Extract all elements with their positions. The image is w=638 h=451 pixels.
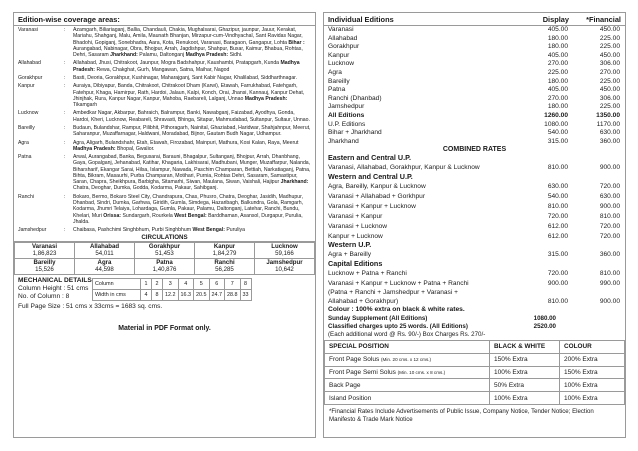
coverage-area-text: Arwal, Aurangabad, Banka, Begusarai, Barauni, Bhagalpur, Sultanganj, Bhojpur, Arrah, Dhanbhang, Gaya, Gopalganj, Jehanabad, Katihar, Khagaria, Lakhisarai, Madhubani, Munger, Muzaffarpur, Nalanda, Biharsharif, Ekangar Sarai, Hilsa, Islampur, Nawada, Paschim Champaran, Bettiah, Narkatiaganj, Patna, Bihta, Bikram, Masaurhi, Purba Champaran, Motihari, Purnia, Rohtas Dehri, Sasaram, Samastipur, Saran, Chapra, Sheikhpura, Barbigha, Sitamarhi, Siwan, Maulana, Siwan, Vaishali, Hajipur — [73, 154, 311, 186]
special-position-row — [325, 353, 625, 366]
edition-name: All Editions — [328, 111, 365, 119]
coverage-areas — [73, 140, 312, 153]
edition-row — [324, 52, 625, 61]
edition-display-rate: 315.00 — [547, 137, 568, 145]
edition-display-rate: 180.00 — [547, 43, 568, 51]
edition-name: Kanpur — [328, 51, 350, 59]
column-width-table — [92, 278, 252, 300]
coverage-state-label: Madhya Pradesh: — [73, 145, 117, 152]
edition-display-rate: 405.00 — [547, 86, 568, 94]
special-bw-rate: 100% Extra — [490, 392, 560, 405]
combined-display-rate: 612.00 — [547, 232, 568, 240]
edition-financial-rate: 225.00 — [599, 34, 620, 42]
circulation-cell — [255, 259, 315, 275]
edition-name: Jharkhand — [328, 137, 359, 145]
column-label: Column — [93, 279, 141, 290]
circulation-cell — [135, 259, 195, 275]
edition-financial-rate: 225.00 — [599, 103, 620, 111]
combined-row — [324, 192, 625, 202]
coverage-areas — [73, 227, 312, 233]
combined-name: Lucknow + Patna + Ranchi — [328, 270, 407, 278]
special-position-header: SPECIAL POSITION — [325, 340, 490, 353]
combined-display-rate: 720.00 — [547, 212, 568, 220]
edition-row — [324, 69, 625, 78]
editions-header — [324, 13, 625, 26]
edition-display-rate: 405.00 — [547, 26, 568, 33]
coverage-area-text: Sundargarh, Rourkela — [122, 212, 175, 219]
special-position-name — [325, 366, 490, 379]
coverage-row — [14, 154, 315, 192]
combined-display-rate: 720.00 — [547, 270, 568, 278]
mechanical-title: MECHANICAL DETAILS — [18, 277, 92, 285]
coverage-city: Lucknow — [18, 110, 39, 117]
edition-name: Patna — [328, 86, 346, 94]
combined-name: Varanasi, Allahabad, Gorakhpur, Kanpur & Lucknow — [328, 164, 480, 172]
combined-financial-rate: 720.00 — [599, 183, 620, 191]
coverage-city: Jamshedpur — [18, 227, 47, 234]
combined-row — [324, 289, 625, 306]
edition-name: Varanasi — [328, 26, 354, 33]
edition-financial-rate: 1350.00 — [596, 111, 620, 119]
circulation-value: 44,598 — [95, 265, 114, 273]
edition-row — [324, 95, 625, 104]
edition-name: Ranchi (Dhanbad) — [328, 94, 382, 102]
circulation-value: 59,166 — [275, 249, 294, 257]
edition-name: U.P. Editions — [328, 120, 366, 128]
edition-financial-rate: 1170.00 — [596, 120, 620, 128]
special-position-table — [324, 340, 625, 405]
circulation-value: 56,285 — [215, 265, 234, 273]
coverage-colon: : — [64, 110, 66, 117]
additional-word-note: (Each additional word @ Rs. 90/-) Box Charges Rs. 270/- — [328, 330, 486, 338]
coverage-area-text: Palamu, Daltonganj — [139, 52, 186, 58]
coverage-state-label: Jharkhand: — [110, 52, 140, 58]
edition-financial-rate: 630.00 — [599, 129, 620, 137]
column-number: 1 — [141, 279, 152, 290]
coverage-area-text: Budaun, Bulandshar, Rampur, Pilibhit, Pithoragarh, Nainital, Ghaziabad, Haridwar, Shahjahnpur, Meerut, Saharanpur, Muzaffarnagar, Haldwani, Moradabad, Bijnor, Gautam Budh Nagar, Udhampur. — [73, 124, 311, 138]
circulation-value: 15,526 — [35, 265, 54, 273]
combined-financial-rate: 720.00 — [599, 232, 620, 240]
edition-name: Bareilly — [328, 77, 350, 85]
coverage-row — [14, 83, 315, 108]
edition-name: Lucknow — [328, 60, 355, 68]
coverage-state-label: Madhya Pradesh: — [73, 60, 300, 73]
coverage-city: Patna — [18, 154, 32, 161]
coverage-area-text: Rewa, Chakghat, Gurh, Mangawan, Satna, Maihar, Nagod — [96, 66, 230, 73]
circulation-edition: Kanpur — [213, 243, 236, 251]
edition-row — [324, 43, 625, 52]
column-number: 2 — [152, 279, 163, 290]
combined-name: Varanasi + Lucknow — [328, 222, 388, 230]
combined-financial-rate: 630.00 — [599, 192, 620, 200]
combined-financial-rate: 900.00 — [599, 297, 620, 305]
edition-display-rate: 270.00 — [547, 60, 568, 68]
circulation-value: 10,642 — [275, 265, 294, 273]
combined-row — [324, 269, 625, 279]
combined-group-heading: Eastern and Central U.P. — [328, 153, 411, 163]
black-white-header: BLACK & WHITE — [490, 340, 560, 353]
circulation-cell — [255, 243, 315, 259]
coverage-area-text: Ambedkar Nagar, Akbarpur, Bahraich, Balrampur, Banki, Nawabganj, Faizabad, Ayodhya, Gonda, Hardoi, Kheri, Lucknow, Reabareli, Shravasti, Bhinga, Sitapur, Mahmudabad, Sultanpur, Sultaur, Unnao. — [73, 110, 310, 123]
edition-row — [324, 112, 625, 121]
coverage-colon: : — [64, 154, 66, 161]
special-position-size: (Min. 20 cms. x 12 cms.) — [381, 357, 432, 363]
coverage-area-text: Auraiya, Dibiyapur, Banda, Chitrakoot, Chitrakoot Dham (Karwi), Etawah, Farrukhabad, Fatehgarh, Fatehpur, Khaga, Hamirpur, Rath, Hardoi, Jalaun, Kalpi, Konch, Orai, Jhansi, Kannauj, Kanpur Dehat, Jhinjhak, Rura, Kanpur Nagar, Kanpur, Mahoba, Raebareli, Lalganj, Unnao — [73, 83, 305, 102]
edition-financial-rate: 360.00 — [599, 137, 620, 145]
coverage-state-label: Orissa: — [103, 212, 123, 219]
mechanical-details — [14, 277, 315, 300]
combined-rates-list — [324, 154, 625, 306]
coverage-area-text: Puruliya — [226, 227, 245, 234]
coverage-areas — [73, 83, 312, 108]
coverage-areas — [73, 154, 312, 192]
column-number: 6 — [209, 279, 225, 290]
circulation-cell — [15, 259, 75, 275]
coverage-row — [14, 27, 315, 58]
coverage-area-text: Tikamgarh — [73, 102, 98, 109]
circulation-edition: Jamshedpur — [266, 259, 303, 267]
circulation-edition: Lucknow — [271, 243, 298, 251]
financial-rates-note: *Financial Rates Include Advertisements of Public Issue, Company Notice, Tender Notice; Election Manifesto & Trade Mark Notice — [329, 408, 594, 424]
circulation-cell — [75, 243, 135, 259]
combined-name: Varanasi + Kanpur + Lucknow — [328, 202, 416, 210]
circulation-cell — [195, 243, 255, 259]
circulation-value: 1,84,279 — [212, 249, 237, 257]
combined-name: Agra + Bareilly — [328, 251, 372, 259]
coverage-city: Allahabad — [18, 60, 41, 67]
column-width: 12.2 — [163, 290, 179, 301]
circulation-value: 54,011 — [95, 249, 114, 257]
edition-display-rate: 270.00 — [547, 94, 568, 102]
classified-charges: Classified charges upto 25 words. (All Editions) 2520.00 — [328, 322, 556, 330]
column-width: 4 — [141, 290, 152, 301]
special-position-label: Back Page — [329, 381, 361, 389]
coverage-city: Gorakhpur — [18, 74, 43, 81]
circulation-edition: Bareilly — [33, 259, 56, 267]
coverage-area-text: Bhopal, Gwalior. — [117, 145, 155, 152]
circulation-value: 51,453 — [155, 249, 174, 257]
circulation-table — [14, 242, 315, 275]
special-position-label: Front Page Semi Solus — [329, 369, 398, 376]
coverage-colon: : — [64, 227, 66, 234]
edition-financial-rate: 306.00 — [599, 94, 620, 102]
special-position-name — [325, 392, 490, 405]
circulations-title: CIRCULATIONS — [14, 234, 315, 242]
special-colour-rate: 150% Extra — [560, 366, 625, 379]
edition-row — [324, 103, 625, 112]
full-page-size: Full Page Size : 51 cms x 33cms = 1683 sq. cms. — [18, 302, 163, 310]
coverage-row — [14, 60, 315, 73]
no-of-columns: No. of Column : 8 — [18, 292, 70, 300]
coverage-area-text: Azamgarh, Biliariaganj, Ballia, Chandauli, Chakia, Mughalsarai, Ghazipur, jaunpur, Jauur, Kerakat, Mariahu, Shahganj, Malu, Amila, Maunath Bhanjan, Mirzapur-cum-Vindhyachal, Sant Ravidas Nagar, Bhadohi, Gopiganj, Sonebhadra, Aara, Kota, Renukoot, Varanasi, Baragaon, Gangapur, Lohta — [73, 27, 303, 46]
coverage-city: Bareilly — [18, 124, 35, 131]
combined-financial-rate: 900.00 — [599, 164, 620, 172]
edition-financial-rate: 270.00 — [599, 68, 620, 76]
combined-display-rate: 540.00 — [547, 192, 568, 200]
combined-financial-rate: 810.00 — [599, 270, 620, 278]
coverage-area-text: Aurangabad, Nabinagar, Obra, Bhojpur, Arrah, Jagdishpur, Shahpur, Buxar, Kaimur, Bhabua, Rohtas, Dehri, Sasaram — [73, 45, 303, 58]
edition-name: Gorakhpur — [328, 43, 360, 51]
combined-display-rate: 315.00 — [547, 251, 568, 259]
edition-financial-rate: 225.00 — [599, 77, 620, 85]
combined-rates-title: COMBINED RATES — [442, 146, 507, 154]
column-width: 20.5 — [194, 290, 210, 301]
coverage-row — [14, 110, 315, 123]
combined-name: Varanasi + Kanpur — [328, 212, 383, 220]
edition-row — [324, 121, 625, 130]
coverage-area-text: Bokaro, Bermo, Bokaro Steel City, Chandrapura, Chas, Phusro, Chatra, Deoghar, Jasidih, Madhupur, Dhanbad, Sindri, Dumka, Garhwa, Giridih, Gumla, Simdega, Hazaribagh, Balkundra, Gola, Ramgarh, Kodarma, Jhumri Telaiya, Lohardaga, Gumla, Pakaur, Palamu, Daltonganj, Latehar, Ranchi, Bundu, Khelari, Muri — [73, 193, 304, 219]
column-width: 28.8 — [225, 290, 241, 301]
coverage-areas — [73, 75, 312, 81]
pdf-format-note: Material in PDF Format only. — [118, 324, 211, 332]
combined-financial-rate: 720.00 — [599, 222, 620, 230]
coverage-row — [14, 75, 315, 81]
edition-financial-rate: 450.00 — [599, 86, 620, 94]
combined-group-heading: Capital Editions — [328, 259, 383, 269]
edition-row — [324, 60, 625, 69]
coverage-row — [14, 194, 315, 225]
edition-financial-rate: 450.00 — [599, 51, 620, 59]
coverage-city: Varanasi — [18, 27, 38, 33]
edition-name: Agra — [328, 68, 342, 76]
combined-display-rate: 810.00 — [547, 164, 568, 172]
coverage-state-label: Jharkhand: — [280, 179, 309, 186]
circulation-edition: Ranchi — [214, 259, 235, 267]
column-number: 8 — [240, 279, 251, 290]
editions-list — [324, 26, 625, 146]
coverage-area-text: Barddhaman, Asansol, Durgapur, Purulia, Jhalda. — [73, 212, 303, 225]
coverage-row — [14, 227, 315, 233]
coverage-city: Ranchi — [18, 193, 35, 200]
circulation-cell — [195, 259, 255, 275]
combined-display-rate: 612.00 — [547, 222, 568, 230]
coverage-areas — [73, 194, 312, 225]
edition-row — [324, 78, 625, 87]
coverage-area-text: Basti, Deoria, Gorakhpur, Kushinagar, Maharajganj, Sant Kabir Nagar, Khalilabad, Siddharthnagar. — [73, 74, 298, 81]
edition-display-rate: 180.00 — [547, 34, 568, 42]
combined-group-heading: Western U.P. — [328, 240, 372, 250]
coverage-state-label: Madhya Pradesh: — [185, 52, 230, 58]
combined-financial-rate: 990.00 — [599, 280, 620, 288]
special-position-name — [325, 379, 490, 392]
coverage-title: Edition-wise coverage areas: — [14, 13, 315, 26]
edition-row — [324, 129, 625, 138]
sunday-supplement: Sunday Supplement (All Editions) 1080.00 — [328, 314, 556, 322]
column-number: 4 — [178, 279, 194, 290]
circulation-cell — [135, 243, 195, 259]
combined-display-rate: 810.00 — [547, 202, 568, 210]
coverage-areas — [73, 125, 312, 138]
combined-name: Kanpur + Lucknow — [328, 232, 383, 240]
edition-financial-rate: 225.00 — [599, 43, 620, 51]
header-display: Display — [542, 15, 569, 24]
circulation-cell — [75, 259, 135, 275]
edition-display-rate: 1080.00 — [544, 120, 568, 128]
coverage-state-label: Bihar : — [288, 39, 305, 46]
special-header-row — [325, 340, 625, 353]
column-number: 5 — [194, 279, 210, 290]
combined-financial-rate: 900.00 — [599, 202, 620, 210]
coverage-area-text: Allahabad, Jhusi, Chitrakoot, Jaunpur, Mogra Badshahpur, Kaushambi, Pratapgarh, Kunda — [73, 60, 281, 67]
coverage-row — [14, 140, 315, 153]
edition-row — [324, 138, 625, 147]
special-position-row — [325, 379, 625, 392]
coverage-city: Kanpur — [18, 83, 35, 90]
combined-financial-rate: 810.00 — [599, 212, 620, 220]
colour-note: Colour : 100% extra on black & white rates. — [328, 306, 465, 314]
combined-display-rate: 810.00 — [547, 297, 568, 305]
combined-display-rate: 900.00 — [547, 280, 568, 288]
special-bw-rate: 50% Extra — [490, 379, 560, 392]
coverage-city: Agra — [18, 139, 29, 146]
combined-row — [324, 182, 625, 192]
coverage-area-text: Sidhi. — [229, 52, 243, 58]
header-individual-editions: Individual Editions — [328, 15, 394, 24]
edition-display-rate: 180.00 — [547, 103, 568, 111]
circulation-edition: Gorakhpur — [148, 243, 181, 251]
edition-name: Allahabad — [328, 34, 358, 42]
circulation-row — [15, 259, 315, 275]
edition-display-rate: 540.00 — [547, 129, 568, 137]
combined-group-heading: Western and Central U.P. — [328, 172, 413, 182]
coverage-area-text: Agra, Aligarh, Bulandshahr, Etah, Etawah, Firozabad, Mainpuri, Mathura, Kosi Kalan, Raya, Meerut — [73, 139, 299, 146]
column-number: 7 — [225, 279, 241, 290]
edition-row — [324, 86, 625, 95]
circulation-row — [15, 243, 315, 259]
coverage-colon: : — [64, 124, 66, 131]
combined-row — [324, 222, 625, 232]
coverage-row — [14, 125, 315, 138]
combined-name: Agra, Bareilly, Kanpur & Lucknow — [328, 183, 426, 191]
coverage-colon: : — [64, 83, 66, 90]
header-financial: *Financial — [586, 15, 621, 24]
coverage-state-label: West Bengal: — [192, 227, 227, 234]
special-position-row — [325, 366, 625, 379]
coverage-colon: : — [64, 193, 66, 200]
circulation-value: 1,40,876 — [152, 265, 177, 273]
combined-name: (Patna + Ranchi + Jamshedpur + Varanasi + Allahabad + Gorakhpur) — [328, 289, 458, 305]
coverage-colon: : — [64, 60, 66, 67]
edition-name: Jamshedpur — [328, 103, 365, 111]
column-number: 3 — [163, 279, 179, 290]
column-width: 24.7 — [209, 290, 225, 301]
special-colour-rate: 100% Extra — [560, 379, 625, 392]
edition-financial-rate: 450.00 — [599, 26, 620, 33]
coverage-colon: : — [64, 139, 66, 146]
special-bw-rate: 100% Extra — [490, 366, 560, 379]
edition-row — [324, 26, 625, 35]
special-position-label: Island Position — [329, 394, 372, 402]
column-width: 33 — [240, 290, 251, 301]
special-bw-rate: 150% Extra — [490, 353, 560, 366]
combined-row — [324, 202, 625, 212]
edition-display-rate: 1260.00 — [544, 111, 568, 119]
coverage-area-text: Chaibasa, Pashchimi Singhbhum, Purbi Singhbhum — [73, 227, 193, 234]
circulation-cell — [15, 243, 75, 259]
width-label: Width in cms — [93, 290, 141, 301]
column-width: 16.3 — [178, 290, 194, 301]
rates-panel — [323, 12, 626, 438]
coverage-state-label: Madhya Pradesh: — [244, 95, 288, 102]
coverage-panel — [13, 12, 316, 438]
edition-financial-rate: 306.00 — [599, 60, 620, 68]
coverage-colon: : — [64, 74, 66, 81]
combined-display-rate: 630.00 — [547, 183, 568, 191]
special-position-name — [325, 353, 490, 366]
combined-row — [324, 212, 625, 222]
special-position-label: Front Page Solus — [329, 356, 382, 364]
combined-row — [324, 279, 625, 289]
special-position-size: (Min. 10 cms. x 8 cms.) — [397, 370, 446, 375]
edition-name: Bihar + Jharkhand — [328, 129, 382, 137]
column-width: 8 — [152, 290, 163, 301]
coverage-areas — [73, 27, 312, 58]
coverage-areas — [73, 110, 312, 123]
special-position-row — [325, 392, 625, 405]
edition-display-rate: 180.00 — [547, 77, 568, 85]
edition-row — [324, 35, 625, 44]
combined-name: Varanasi + Allahabad + Gorkhpur — [328, 192, 426, 200]
edition-display-rate: 225.00 — [547, 68, 568, 76]
combined-name: Varanasi + Kanpur + Lucknow + Patna + Ranchi — [328, 280, 469, 288]
circulation-edition: Varanasi — [31, 243, 58, 251]
coverage-state-label: West Bengal: — [174, 212, 209, 219]
edition-display-rate: 405.00 — [547, 51, 568, 59]
coverage-colon: : — [64, 27, 66, 33]
coverage-list — [14, 27, 315, 233]
circulation-edition: Patna — [156, 259, 173, 267]
column-height: Column Height : 51 cms — [18, 285, 89, 293]
coverage-area-text: Chatra, Deoghar, Dumka, Godda, Kodarma, Pakaur, Sahibganj. — [73, 185, 218, 192]
circulation-edition: Agra — [97, 259, 112, 267]
circulation-value: 1,86,823 — [32, 249, 57, 257]
special-colour-rate: 100% Extra — [560, 392, 625, 405]
colour-header: COLOUR — [560, 340, 625, 353]
combined-financial-rate: 360.00 — [599, 251, 620, 259]
circulation-edition: Allahabad — [89, 243, 120, 251]
coverage-areas — [73, 60, 312, 73]
special-colour-rate: 200% Extra — [560, 353, 625, 366]
